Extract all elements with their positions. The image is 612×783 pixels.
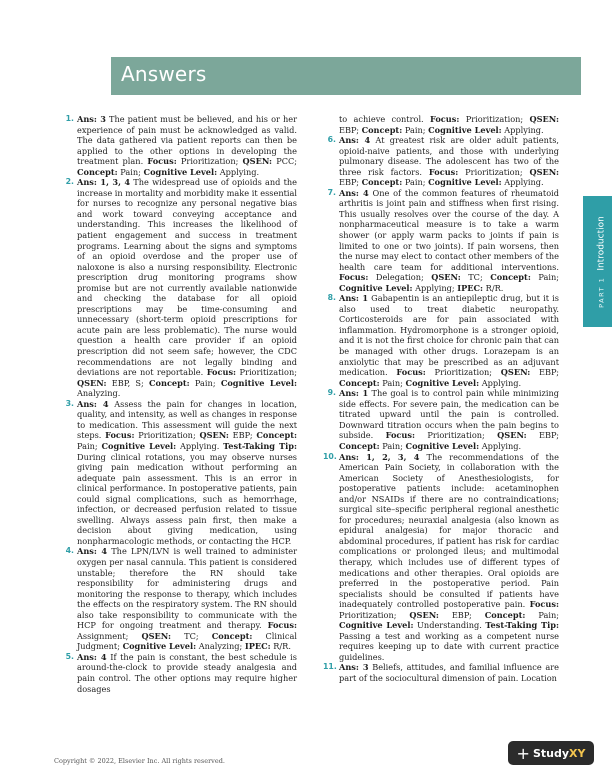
answer-number: 8.: [327, 293, 336, 303]
answer-label: Cognitive Level:: [428, 177, 502, 188]
answer-text: EBP, S;: [106, 377, 150, 388]
answer-label: Cognitive Level:: [339, 620, 414, 631]
answer-text: Gabapentin is an antiepileptic drug, but it is also used to treat diabetic neuropathy. Corticosteroids are for pain associated with inflammation. Hydromorphone is a stronger opioid, and it is not the first choice for chronic pain that can be managed with other drugs. Lorazepam is an anxiolytic that may be prescribed as an adjuvant medication.: [339, 293, 560, 378]
answer-label: Focus:: [206, 367, 237, 378]
answer-text: EBP;: [339, 177, 362, 188]
answer-text: EBP;: [438, 609, 485, 620]
answer-text: Pain;: [77, 440, 102, 451]
answer-label: Ans: 1: [339, 293, 369, 304]
answer-text: Prioritization;: [458, 166, 530, 177]
answer-label: Cognitive Level:: [220, 377, 297, 388]
answer-item: [327, 135, 560, 188]
answer-label: Cognitive Level:: [122, 641, 197, 652]
answer-label: QSEN:: [529, 114, 559, 124]
answer-item: [323, 451, 559, 663]
answer-text: At greatest risk are older adult patients, opioid-naive patients, and those with underlying pulmonary disease. The adolescent has two of the three risk factors.: [339, 135, 560, 177]
answer-text: Applying.: [176, 440, 224, 451]
answer-text: Pain;: [189, 377, 221, 388]
answer-label: Ans: 4: [339, 135, 371, 146]
answer-text: Beliefs, attitudes, and familial influence are part of the sociocultural dimension of pain. Location: [339, 662, 560, 683]
answer-number: 6.: [327, 135, 336, 145]
answer-text: Applying.: [501, 124, 544, 135]
answer-label: Ans: 4: [339, 187, 369, 198]
answer-text: Applying.: [501, 177, 544, 188]
answer-label: Concept:: [211, 630, 253, 641]
answer-text: The patient must be believed, and his or her experience of pain must be acknowledged as valid. The data gathered via patient reports can then be applied to the other options in developing the treatment plan.: [77, 114, 298, 167]
answer-text: Prioritization;: [176, 156, 243, 167]
answer-label: QSEN:: [409, 609, 439, 620]
answer-text: EBP;: [339, 124, 362, 135]
answer-text: Pain;: [402, 177, 429, 188]
section-part: PART 1: [597, 276, 605, 308]
answer-label: Ans: 1: [339, 388, 369, 399]
answer-item: [327, 293, 560, 388]
answer-item: [339, 114, 559, 135]
section-label: Introduction: [596, 215, 606, 271]
answer-text: Passing a test and working as a competent nurse requires keeping up to date with current practice guidelines.: [339, 630, 559, 662]
answer-text: Delegation;: [368, 272, 432, 283]
answers-column-left: [65, 114, 298, 694]
answer-text: Prioritization;: [134, 430, 200, 441]
answer-text: EBP;: [530, 367, 559, 378]
answer-label: Ans: 3: [339, 662, 369, 673]
page-title: Answers: [121, 62, 207, 86]
answer-label: Ans: 3: [77, 114, 106, 124]
answer-label: Cognitive Level:: [405, 377, 480, 388]
answer-text: Clinical Judgment;: [77, 630, 297, 652]
answer-number: 7.: [327, 187, 336, 197]
answer-text: The LPN/LVN is well trained to administer oxygen per nasal cannula. This patient is considered unstable; therefore the RN should take responsibility for administering drugs and monitoring the response to therapy, which includes the effects on the respiratory system. The RN should also take responsibility to communicate with the HCP for ongoing treatment and therapy.: [77, 546, 297, 631]
answer-label: QSEN:: [497, 430, 527, 441]
answer-number: 9.: [327, 388, 336, 398]
answer-text: Pain;: [525, 609, 559, 620]
answer-label: Concept:: [490, 272, 531, 283]
answer-text: Analyzing;: [196, 641, 245, 652]
answer-text: Prioritization;: [425, 367, 501, 378]
answer-label: Cognitive Level:: [405, 440, 480, 451]
answer-text: TC;: [460, 272, 491, 283]
plus-icon: +: [516, 743, 530, 763]
answer-text: Understanding.: [413, 620, 486, 631]
answer-item: [65, 398, 298, 547]
answer-text: Assignment;: [77, 630, 142, 641]
badge-accent: XY: [569, 746, 586, 760]
answer-text: Applying.: [217, 166, 260, 177]
answer-label: Concept:: [339, 377, 380, 388]
answers-column-right: [323, 114, 560, 684]
answer-label: Focus:: [105, 430, 135, 441]
answer-text: The goal is to control pain while minimizing side effects. For severe pain, the medication can be titrated upward until the pain is controlled. Downward titration occurs when the pain begins to subside.: [339, 388, 560, 441]
answer-label: Concept:: [339, 440, 380, 451]
answer-text: If the pain is constant, the best schedule is around-the-clock to provide steady analgesia and pain control. The other options may require higher dosages: [77, 651, 298, 694]
answer-label: Focus:: [267, 620, 297, 631]
answer-item: [327, 187, 560, 293]
answer-label: QSEN:: [199, 430, 229, 441]
answer-text: Prioritization;: [459, 114, 530, 124]
answer-label: Focus:: [339, 272, 369, 283]
answers-banner: [111, 57, 581, 95]
section-tab: [583, 196, 612, 327]
answer-text: Assess the pain for changes in location, quality, and intensity, as well as changes in response to medication. This assessment will guide the next steps.: [77, 398, 297, 441]
answer-text: The widespread use of opioids and the increase in mortality and morbidity make it essential for nurses to recognize any personal negative bias and work toward conveying acceptance and understanding. This increases the likelihood of patient engagement and success in treatment programs. Learning about the signs and symptoms of an opioid overdose and the proper use of naloxone is also a nursing responsibility. Electronic prescription drug monitoring programs show promise but are not currently available nationwide and checking the database for all opioid prescriptions may be time-consuming and unnecessary (short-term opioid prescriptions for acute pain are less problematic). The nurse would question a health care provider if an opioid prescription did not seem safe; however, the CDC recommendations are not legally binding and deviations are not reportable.: [77, 177, 298, 378]
answer-label: Cognitive Level:: [339, 282, 413, 293]
answer-label: QSEN:: [77, 377, 107, 388]
answer-text: Pain;: [530, 272, 559, 283]
answer-text: R/R.: [270, 641, 291, 652]
answer-label: Cognitive Level:: [101, 440, 177, 451]
answer-item: [65, 546, 297, 652]
answer-label: Concept:: [256, 430, 297, 441]
answer-label: QSEN:: [500, 367, 531, 378]
answer-label: Ans: 4: [77, 546, 108, 557]
answer-label: Focus:: [529, 599, 559, 610]
answer-label: Ans: 1, 2, 3, 4: [339, 451, 420, 462]
answer-text: Applying;: [412, 282, 458, 293]
answer-label: Ans: 4: [77, 651, 107, 662]
answer-text: TC;: [171, 630, 212, 641]
answer-text: R/R.: [483, 282, 504, 293]
answer-label: Cognitive Level:: [428, 124, 502, 135]
answer-label: Concept:: [361, 177, 403, 188]
answer-label: Ans: 1, 3, 4: [77, 177, 131, 188]
answer-number: 1.: [65, 114, 74, 123]
answer-label: IPEC:: [457, 282, 484, 293]
badge-word: Study: [532, 746, 569, 760]
answer-text: Prioritization;: [236, 367, 297, 378]
answer-number: 10.: [323, 451, 337, 461]
answer-label: QSEN:: [431, 272, 461, 283]
answer-label: Test-Taking Tip:: [485, 620, 559, 631]
answer-text: Pain;: [402, 124, 429, 135]
studyxy-badge[interactable]: [508, 741, 594, 765]
answer-label: QSEN:: [141, 630, 171, 641]
answer-text: Analyzing.: [77, 388, 121, 399]
answer-text: Pain;: [379, 440, 406, 451]
answer-label: Concept:: [361, 124, 403, 135]
answer-label: QSEN:: [529, 166, 559, 177]
answer-number: 11.: [323, 662, 337, 672]
answer-text: Pain;: [379, 377, 406, 388]
answer-text: Prioritization;: [339, 609, 410, 620]
answer-label: Focus:: [396, 367, 426, 378]
answer-label: Concept:: [149, 377, 190, 388]
answer-text: to achieve control.: [339, 114, 430, 124]
answer-item: [65, 177, 298, 399]
answer-label: Concept:: [484, 609, 526, 620]
answer-number: 5.: [65, 651, 74, 661]
answer-label: Focus:: [429, 114, 460, 124]
answer-label: QSEN:: [242, 156, 273, 167]
answer-label: IPEC:: [244, 641, 271, 652]
answer-number: 2.: [65, 177, 74, 187]
answer-label: Focus:: [428, 166, 459, 177]
answer-item: [65, 114, 298, 177]
answer-text: EBP;: [526, 430, 559, 441]
answer-label: Focus:: [147, 156, 177, 167]
answer-text: PCC;: [272, 156, 297, 167]
answer-label: Focus:: [385, 430, 415, 441]
answer-text: One of the common features of rheumatoid arthritis is joint pain and stiffness when first rising. This usually resolves over the course of the day. A nonpharmaceutical measure is to take a warm shower (or apply warm packs to joints if pain is limited to one or two joints). If pain worsens, then the nurse may elect to contact other members of the health care team for additional interventions.: [339, 187, 560, 272]
answer-text: EBP;: [228, 430, 257, 441]
answer-item: [323, 662, 560, 683]
answer-text: The recommendations of the American Pain Society, in collaboration with the American Society of Anesthesiologists, for postoperative patients include: acetaminophen and/or NSAIDs if there are no contraindications; surgical site–specific peripheral regional anesthetic for procedures; neuraxial analgesia (also known as epidural analgesia) for major thoracic and abdominal procedures, if patient has risk for cardiac complications or prolonged ileus; and multimodal therapy, which includes use of different types of medications and other therapies. Oral opioids are preferred in the postoperative period. Pain specialists should be consulted if patients have inadequately controlled postoperative pain.: [339, 451, 559, 610]
answer-item: [327, 388, 560, 451]
answer-text: Pain;: [117, 166, 144, 177]
answer-text: During clinical rotations, you may observe nurses giving pain medication without performing an adequate pain assessment. This is an error in clinical performance. In postoperative patients, pain could signal complications, such as hemorrhage, infection, or decreased perfusion related to tissue swelling. Always assess pain first, then make a decision about giving medication, using nonpharmacologic methods, or contacting the HCP.: [77, 451, 297, 546]
answer-item: [65, 651, 298, 694]
answer-label: Concept:: [77, 166, 118, 177]
answer-number: 4.: [65, 546, 74, 556]
answer-text: Applying.: [479, 440, 522, 451]
answer-label: Ans: 4: [77, 398, 109, 409]
answer-label: Test-Taking Tip:: [223, 440, 298, 451]
answer-number: 3.: [65, 398, 74, 408]
answer-label: Cognitive Level:: [143, 166, 218, 177]
copyright-notice: Copyright © 2022, Elsevier Inc. All rights reserved.: [54, 757, 225, 765]
answer-text: Prioritization;: [414, 430, 498, 441]
answer-text: Applying.: [479, 377, 522, 388]
